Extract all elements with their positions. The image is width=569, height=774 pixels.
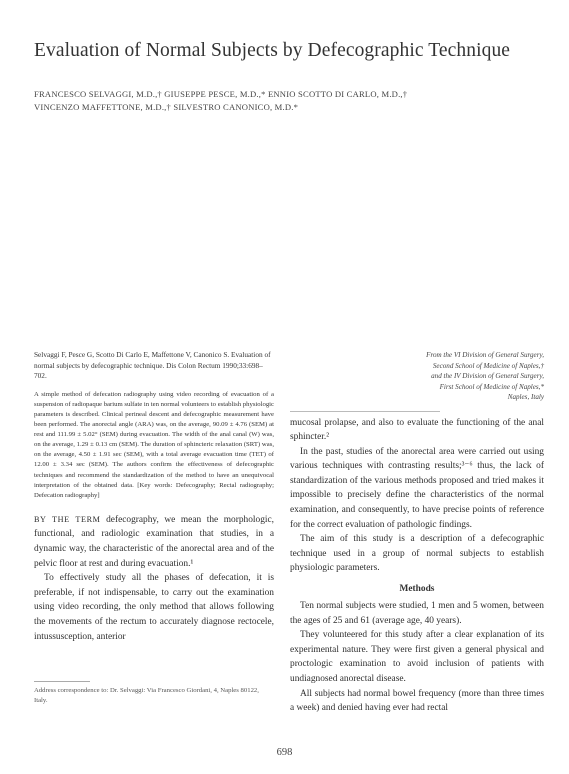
intro-paragraph-2: To effectively study all the phases of defecation, it is preferable, if not indispensable, to carry out the examination using video recording, the only method that allows following the movements of the rectum to accurately diagnose rectocele, intussusception, anterior — [34, 573, 274, 642]
affiliation-line-3: and the IV Division of General Surgery, — [431, 372, 544, 380]
article-title: Evaluation of Normal Subjects by Defecographic Technique — [34, 40, 511, 61]
page-number: 698 — [276, 747, 293, 758]
correspondence-footnote: Address correspondence to: Dr. Selvaggi: Via Francesco Giordani, 4, Naples 80122, Italy. — [34, 687, 259, 704]
author-line-1: FRANCESCO SELVAGGI, M.D.,† GIUSEPPE PESCE, M.D.,* ENNIO SCOTTO DI CARLO, M.D.,† — [34, 89, 408, 99]
methods-paragraph-1: Ten normal subjects were studied, 1 men and 5 women, between the ages of 25 and 61 (average age, 40 years). — [290, 601, 544, 626]
footnote-divider — [34, 681, 90, 682]
abstract: A simple method of defecation radiography using video recording of evacuation of a suspension of radiopaque barium sulfate in ten normal volunteers to establish physiologic parameters is described. Clinical perineal descent and defecographic measurement have been performed. The anorectal angle (ARA) was, on the average, 90.09 ± 4.76 (SEM) at rest and 111.99 ± 5.02° (SEM) during evacuation. The width of the anal canal (W) was, on the average, 1.29 ± 0.13 cm (SEM). The duration of sphincteric relaxation (SRT) was, on the average, 4.50 ± 1.91 sec (SEM), with a total average evacuation time (TET) of 12.00 ± 3.34 sec (SEM). The authors confirm the effectiveness of defecographic techniques and recommend the standardization of the method to have an unequivocal interpretation of the obtained data. [Key words: Defecography; Rectal radiography; Defecation radiography] — [34, 390, 274, 499]
affiliation-line-5: Naples, Italy — [507, 393, 544, 401]
intro-paragraph-1 — [34, 513, 274, 571]
author-line-2: VINCENZO MAFFETTONE, M.D.,† SILVESTRO CANONICO, M.D.* — [34, 102, 299, 112]
citation: Selvaggi F, Pesce G, Scotto Di Carlo E, Maffettone V, Canonico S. Evaluation of normal subjects by defecographic technique. Dis Colon Rectum 1990;33:698–702. — [34, 350, 271, 381]
right-paragraph-3: The aim of this study is a description of a defecographic technique used in a group of normal subjects to establish physiologic parameters. — [290, 534, 544, 574]
lead-in-text: BY THE TERM — [34, 514, 101, 524]
methods-paragraph-3: All subjects had normal bowel frequency (more than three times a week) and denied having ever had rectal — [290, 688, 544, 714]
affiliation-line-2: Second School of Medicine of Naples,† — [432, 361, 544, 370]
right-paragraph-1: mucosal prolapse, and also to evaluate the functioning of the anal sphincter.² — [290, 417, 544, 443]
right-paragraph-2: In the past, studies of the anorectal area were carried out using various techniques with contrasting results;³⁻⁶ thus, the lack of standardization of the various methods proposed and tried makes it impossible to precisely define the characteristics of the normal examination, and consequently, to have precise points of reference for the correct evaluation of pathologic findings. — [290, 446, 544, 530]
affiliation-line-1: From the VI Division of General Surgery, — [426, 351, 544, 359]
intro-paragraph-1-text: defecography, we mean the morphologic, functional, and radiologic examination that studies, in a dynamic way, the characteristic of the anorectal area and of the pelvic floor at rest and during evacuation.¹ — [34, 514, 274, 569]
methods-paragraph-2: They volunteered for this study after a clear explanation of its experimental nature. They were first given a general physical and proctologic examination to avoid inclusion of patients with undiagnosed anorectal disease. — [290, 630, 544, 684]
methods-heading: Methods — [399, 584, 435, 595]
affiliation-line-4: First School of Medicine of Naples,* — [439, 382, 544, 391]
affiliation-divider — [290, 411, 440, 412]
author-list — [34, 88, 554, 114]
left-column — [34, 350, 274, 644]
right-column — [290, 350, 544, 716]
